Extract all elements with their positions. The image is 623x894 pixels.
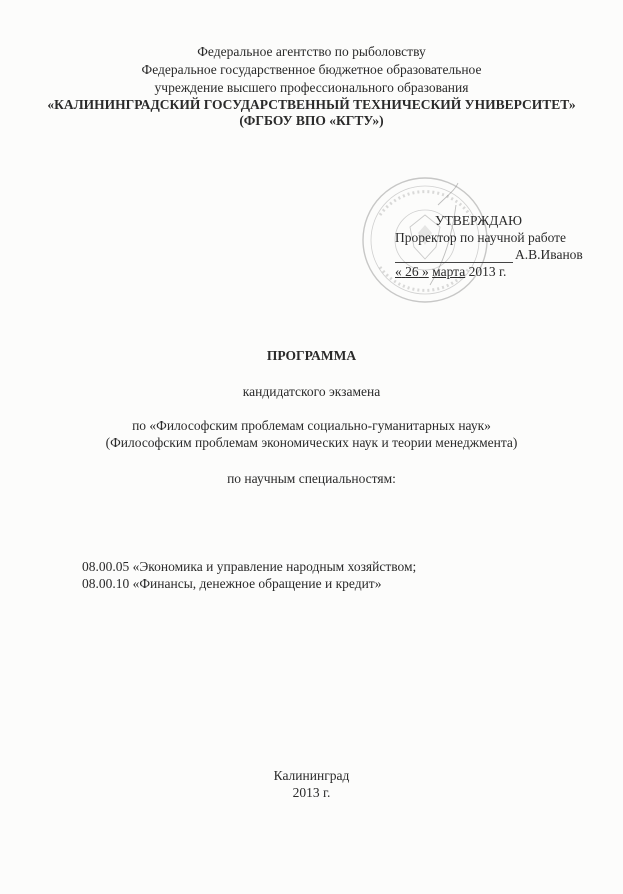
approval-position: Проректор по научной работе (395, 230, 567, 245)
date-day-field: « 26 » (395, 264, 429, 279)
approval-date (385, 263, 600, 280)
approval-block (385, 212, 600, 280)
header-agency: Федеральное агентство по рыболовству (197, 44, 426, 59)
footer-city: Калининград (273, 768, 350, 783)
header-abbreviation: (ФГБОУ ВПО «КГТУ») (239, 113, 384, 128)
specialties-heading: по научным специальностям: (227, 471, 396, 486)
specialty-item: 08.00.05 «Экономика и управление народным хозяйством; (82, 559, 417, 574)
approval-signer: А.В.Иванов (515, 247, 583, 262)
document-discipline-note: (Философским проблемам экономических наук и теории менеджмента) (105, 435, 518, 450)
document-discipline: по «Философским проблемам социально-гуманитарных наук» (132, 418, 491, 433)
header-university: «КАЛИНИНГРАДСКИЙ ГОСУДАРСТВЕННЫЙ ТЕХНИЧЕСКИЙ УНИВЕРСИТЕТ» (47, 97, 576, 112)
approval-signature-line (385, 246, 600, 263)
document-title: ПРОГРАММА (266, 348, 357, 363)
specialty-item: 08.00.10 «Финансы, денежное обращение и кредит» (82, 576, 382, 591)
approval-title: УТВЕРЖДАЮ (435, 213, 523, 228)
header-institution-line1: Федеральное государственное бюджетное образовательное (141, 62, 482, 77)
date-month-field: марта (432, 264, 466, 279)
document-subtitle: кандидатского экзамена (242, 384, 381, 399)
date-year: 2013 г. (468, 264, 507, 279)
header-institution-line2: учреждение высшего профессионального образования (154, 80, 469, 95)
footer-year: 2013 г. (292, 785, 331, 800)
